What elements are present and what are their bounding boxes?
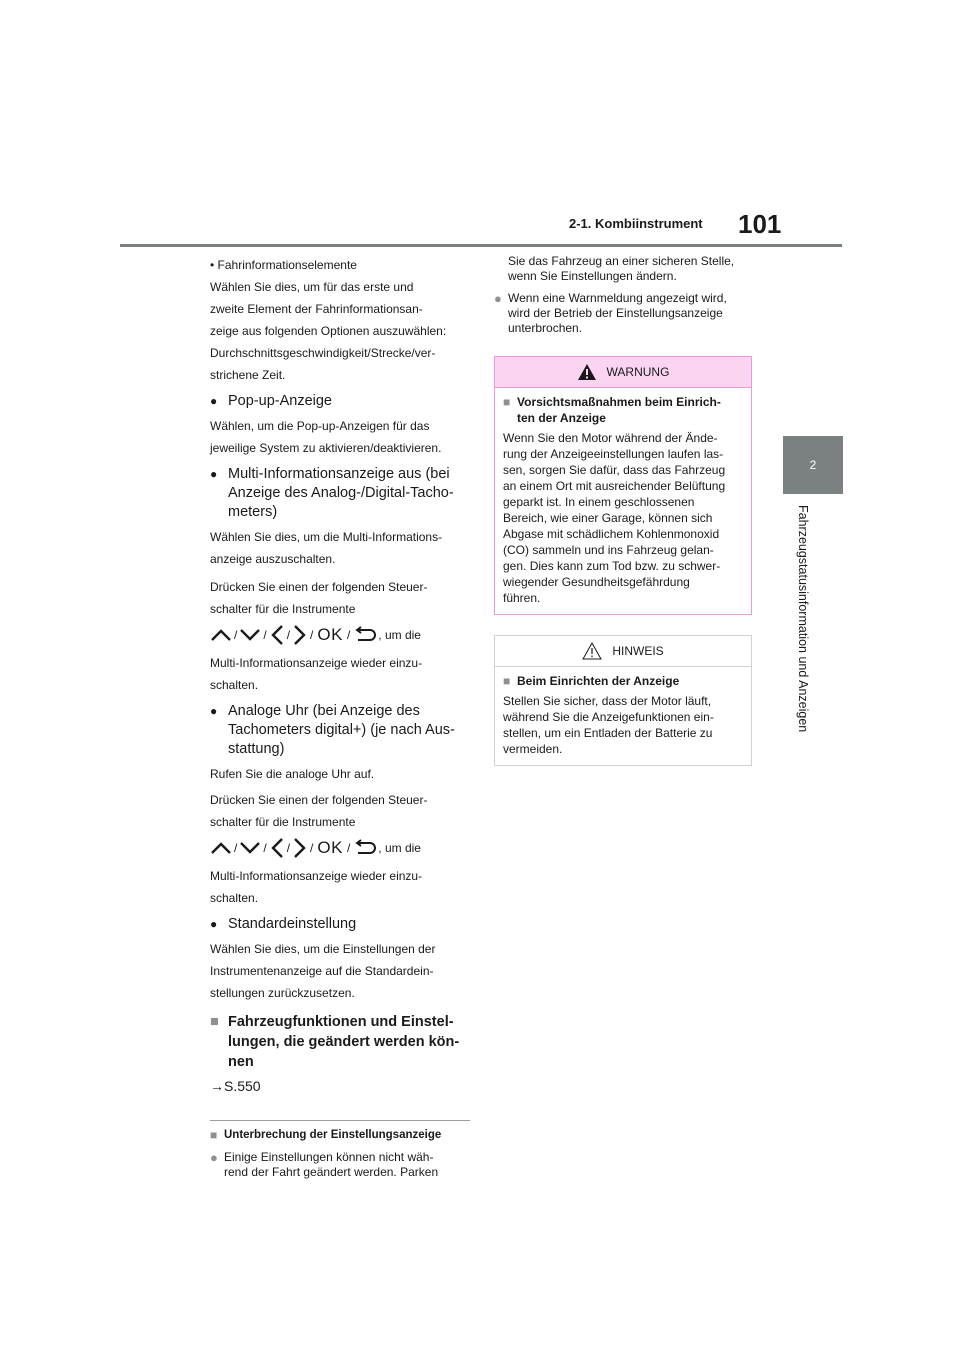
body-text: Wählen Sie dies, um für das erste und bbox=[210, 280, 414, 294]
list-item-continued: Sie das Fahrzeug an einer sicheren Stelle, wenn Sie Einstellungen ändern. bbox=[508, 254, 735, 283]
body-text: schalten. bbox=[210, 891, 259, 905]
body-text: Durchschnittsgeschwindigkeit/Strecke/ver- bbox=[210, 346, 436, 360]
chevron-down-icon bbox=[239, 627, 261, 643]
page-number: 101 bbox=[738, 209, 782, 239]
notice-title: HINWEIS bbox=[612, 644, 664, 658]
list-item: ● Wenn eine Warnmeldung angezeigt wird, wird der Betrieb der Einstellungsanzeige unterbrochen. bbox=[494, 291, 727, 335]
body-text: Instrumentenanzeige auf die Standardein- bbox=[210, 964, 434, 978]
body-text: Wählen Sie dies, um die Multi-Informations- bbox=[210, 530, 443, 544]
body-text: anzeige auszuschalten. bbox=[210, 552, 336, 566]
chevron-up-icon bbox=[210, 627, 232, 643]
warning-triangle-icon bbox=[577, 363, 597, 381]
body-text: Drücken Sie einen der folgenden Steuer- bbox=[210, 580, 428, 594]
chevron-right-icon bbox=[292, 624, 308, 646]
square-bullet-icon: ■ bbox=[503, 395, 511, 409]
bullet-heading: ● Pop-up-Anzeige bbox=[210, 393, 332, 409]
bullet-dot-icon: ● bbox=[210, 467, 218, 481]
warning-box bbox=[494, 356, 752, 615]
bullet-dot-icon: ● bbox=[210, 917, 218, 931]
circle-bullet-icon: ● bbox=[494, 291, 502, 306]
chevron-up-icon bbox=[210, 840, 232, 856]
bullet-heading: ● Analoge Uhr (bei Anzeige des Tachometers digital+) (je nach Aus- stattung) bbox=[210, 703, 455, 757]
circle-bullet-icon: ● bbox=[210, 1150, 218, 1165]
body-text: Multi-Informationsanzeige wieder einzu- bbox=[210, 869, 423, 883]
back-arrow-icon bbox=[352, 626, 376, 644]
chevron-left-icon bbox=[269, 624, 285, 646]
notice-text: Stellen Sie sicher, dass der Motor läuft, während Sie die Anzeigefunktionen ein- stellen, um ein Entladen der Batterie zu vermeiden. bbox=[503, 694, 714, 756]
right-column bbox=[494, 254, 752, 766]
ok-icon: OK bbox=[317, 625, 343, 644]
back-arrow-icon bbox=[352, 839, 376, 857]
bullet-dot-icon: ● bbox=[210, 704, 218, 718]
notice-box bbox=[494, 635, 752, 766]
notice-header bbox=[495, 636, 751, 667]
body-text: zeige aus folgenden Optionen auszuwählen: bbox=[210, 324, 447, 338]
notice-triangle-icon bbox=[582, 642, 602, 660]
bullet-heading: ● Standardeinstellung bbox=[210, 916, 357, 932]
bullet-heading: ● Multi-Informationsanzeige aus (bei Anzeige des Analog-/Digital-Tacho- meters) bbox=[210, 466, 454, 520]
body-text: Wählen Sie dies, um die Einstellungen der bbox=[210, 942, 436, 956]
body-text: schalten. bbox=[210, 678, 259, 692]
body-text: zweite Element der Fahrinformationsan- bbox=[210, 302, 423, 316]
body-text: Rufen Sie die analoge Uhr auf. bbox=[210, 767, 375, 781]
control-switches: / / / / OK / , um die bbox=[210, 837, 470, 859]
chevron-left-icon bbox=[269, 837, 285, 859]
header-rule bbox=[120, 244, 842, 247]
section-rule bbox=[210, 1120, 470, 1121]
section-title: 2-1. Kombiinstrument bbox=[569, 216, 703, 231]
list-item: ● Einige Einstellungen können nicht wäh- rend der Fahrt geändert werden. Parken bbox=[210, 1150, 439, 1179]
body-text: Wählen, um die Pop-up-Anzeigen für das bbox=[210, 419, 430, 433]
body-text: stellungen zurückzusetzen. bbox=[210, 986, 355, 1000]
notice-subheading: ■ Beim Einrichten der Anzeige bbox=[503, 674, 680, 688]
square-bullet-icon: ■ bbox=[210, 1014, 219, 1030]
list-item: • Fahrinformationselemente bbox=[210, 258, 357, 272]
warning-subheading: ■ Vorsichtsmaßnahmen beim Einrich- ten der Anzeige bbox=[503, 395, 721, 425]
chevron-right-icon bbox=[292, 837, 308, 859]
ok-icon: OK bbox=[317, 838, 343, 857]
square-bullet-icon: ■ bbox=[503, 674, 511, 688]
bullet-dot-icon: ● bbox=[210, 394, 218, 408]
body-text: schalter für die Instrumente bbox=[210, 602, 356, 616]
control-switches: / / / / OK / , um die bbox=[210, 624, 470, 646]
chevron-down-icon bbox=[239, 840, 261, 856]
body-text: Drücken Sie einen der folgenden Steuer- bbox=[210, 793, 428, 807]
body-text: Multi-Informationsanzeige wieder einzu- bbox=[210, 656, 423, 670]
body-text: jeweilige System zu aktivieren/deaktivieren. bbox=[210, 441, 442, 455]
chapter-label: Fahrzeugstatusinformation und Anzeigen bbox=[796, 505, 810, 733]
warning-text: Wenn Sie den Motor während der Ände- rung der Anzeigeeinstellungen laufen las- sen, sorgen Sie dafür, dass das Fahrzeug an einem Ort mit ausreichender Belüftung geparkt ist. In einem geschlossenen Bereich, wie einer Garage, können sich Abgase mit schädlichem Kohlenmonoxid (CO) sammeln und ins Fahrzeug gelan- gen. Dies kann zum Tod bzw. zu schwer- wiegender Gesundheitsgefährdung führen. bbox=[503, 431, 726, 605]
sub-heading: ■ Unterbrechung der Einstellungsanzeige bbox=[210, 1128, 442, 1142]
section-heading: ■ Fahrzeugfunktionen und Einstel- lungen, die geändert werden kön- nen bbox=[210, 1014, 460, 1070]
warning-header bbox=[495, 357, 751, 388]
chapter-tab: 2 bbox=[783, 436, 843, 494]
warning-title: WARNUNG bbox=[606, 365, 670, 379]
square-bullet-icon: ■ bbox=[210, 1128, 218, 1142]
left-column bbox=[210, 254, 470, 1180]
body-text: strichene Zeit. bbox=[210, 368, 286, 382]
page-reference[interactable]: →S.550 bbox=[210, 1078, 261, 1094]
body-text: schalter für die Instrumente bbox=[210, 815, 356, 829]
